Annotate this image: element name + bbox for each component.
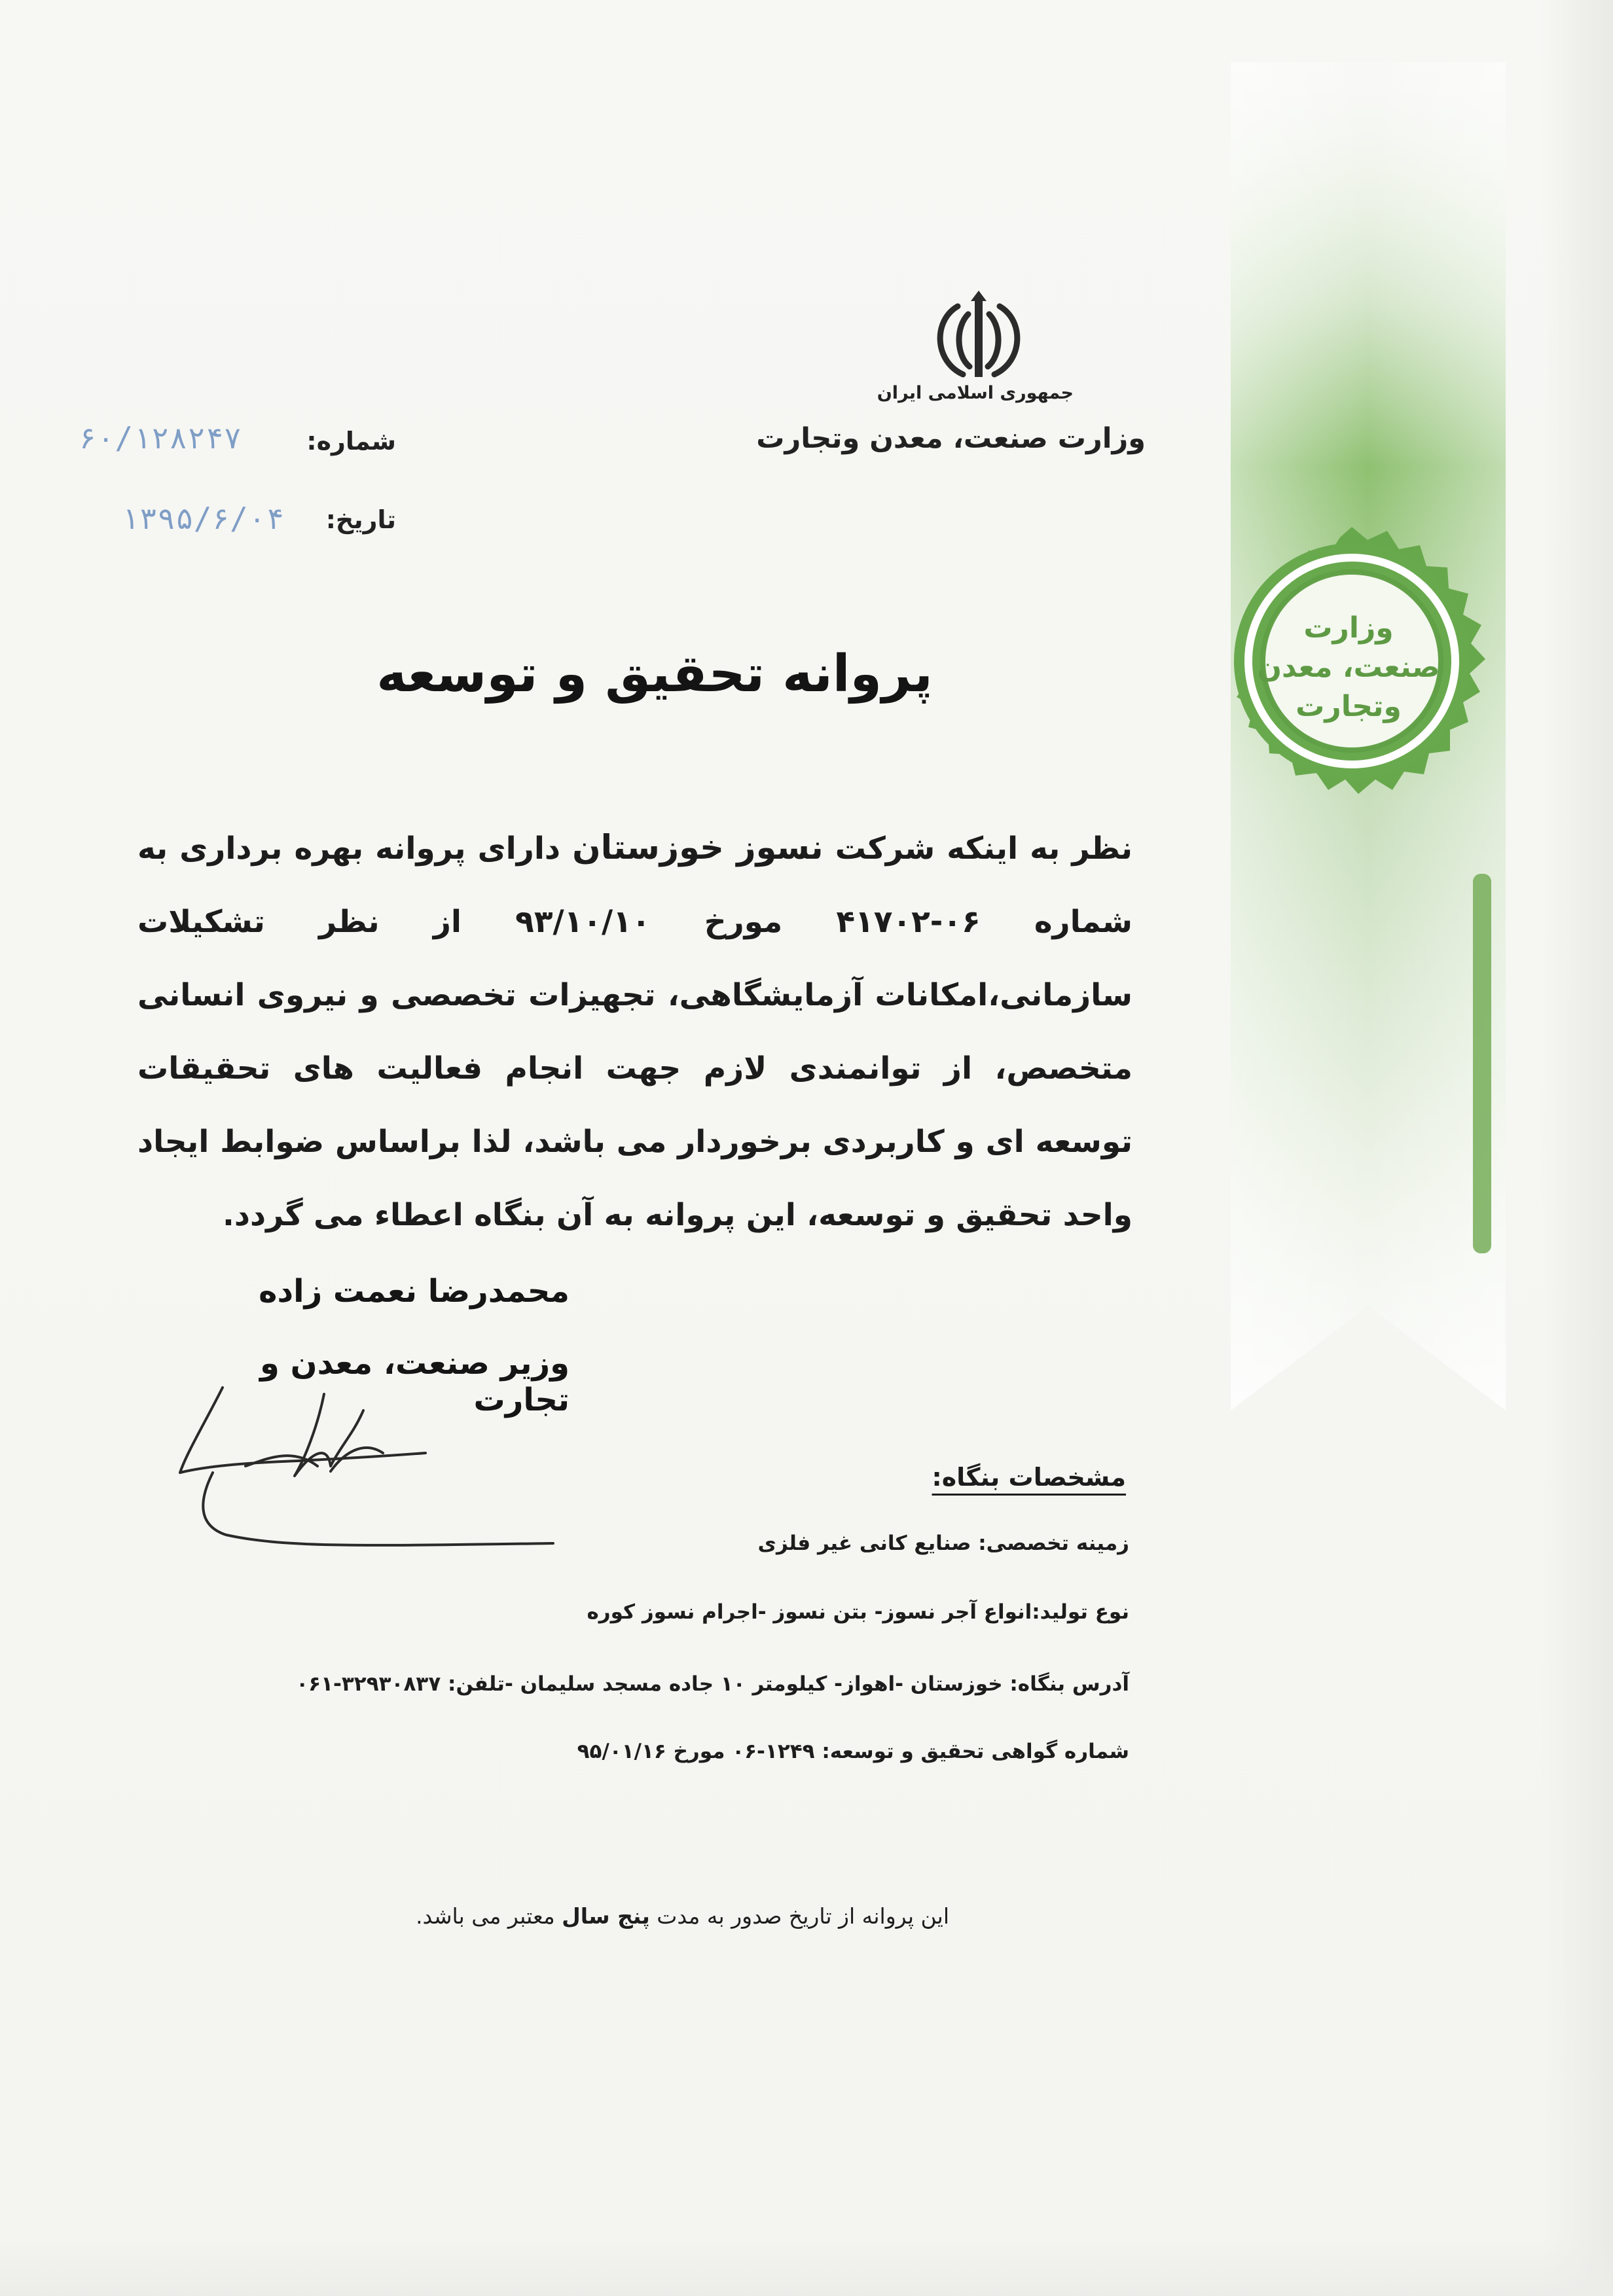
page-edge-shadow <box>1541 0 1613 2296</box>
validity-duration: پنج سال <box>562 1903 650 1929</box>
seal-line-3: وتجارت <box>1296 690 1402 723</box>
seal-line-2: صنعت، معدن <box>1257 651 1440 684</box>
page-bottom-shadow <box>0 2237 1613 2296</box>
validity-note <box>295 1903 949 1929</box>
signatory-name: محمدرضا نعمت زاده <box>259 1273 570 1310</box>
number-label: شماره: <box>306 427 396 456</box>
iran-emblem-icon <box>926 288 1031 386</box>
seal-line-1: وزارت <box>1303 611 1394 645</box>
date-label: تاریخ: <box>325 505 396 534</box>
body-paragraph <box>137 812 1133 1252</box>
number-value: ۶۰/۱۲۸۲۴۷ <box>79 420 242 456</box>
body-part-2: دارای پروانه بهره برداری به شماره ۰۶-۴۱۷۰۲ مورخ ۹۳/۱۰/۱۰ از نظر تشکیلات سازمانی،امکانات آزمایشگاهی، تجهیزات تخصصی و نیروی انسانی متخصص، از توانمندی لازم جهت انجام فعالیت های تحقیقات توسعه ای و کاربردی برخوردار می باشد، لذا براساس ضوابط ایجاد واحد تحقیق و توسعه، این پروانه به آن بنگاه اعطاء می گردد. <box>137 831 1133 1233</box>
validity-part-2: معتبر می باشد. <box>416 1903 555 1929</box>
green-ribbon-decoration <box>1231 62 1506 1430</box>
document-title: پروانه تحقیق و توسعه <box>376 645 933 704</box>
validity-part-1: این پروانه از تاریخ صدور به مدت <box>657 1903 949 1929</box>
specs-heading: مشخصات بنگاه: <box>932 1463 1126 1492</box>
body-part-1: نظر به اینکه شرکت <box>835 831 1133 867</box>
spec-product: نوع تولید:انواع آجر نسوز- بتن نسوز -اجرام نسوز کوره <box>587 1600 1129 1624</box>
company-name: نسوز خوزستان <box>572 829 824 867</box>
signatory-title: وزیر صنعت، معدن و تجارت <box>260 1345 570 1418</box>
spec-address: آدرس بنگاه: خوزستان -اهواز- کیلومتر ۱۰ جاده مسجد سلیمان -تلفن: ۳۲۹۳۰۸۳۷-۰۶۱ <box>296 1672 1129 1696</box>
spec-field: زمینه تخصصی: صنایع کانی غیر فلزی <box>757 1532 1129 1555</box>
spec-certificate: شماره گواهی تحقیق و توسعه: ۱۲۴۹-۰۶ مورخ ۹۵/۰۱/۱۶ <box>577 1740 1129 1763</box>
date-value: ۱۳۹۵/۶/۰۴ <box>121 501 285 536</box>
seal-text <box>1241 609 1457 726</box>
republic-heading: جمهوری اسلامی ایران <box>877 383 1074 403</box>
ministry-heading: وزارت صنعت، معدن وتجارت <box>756 422 1146 455</box>
